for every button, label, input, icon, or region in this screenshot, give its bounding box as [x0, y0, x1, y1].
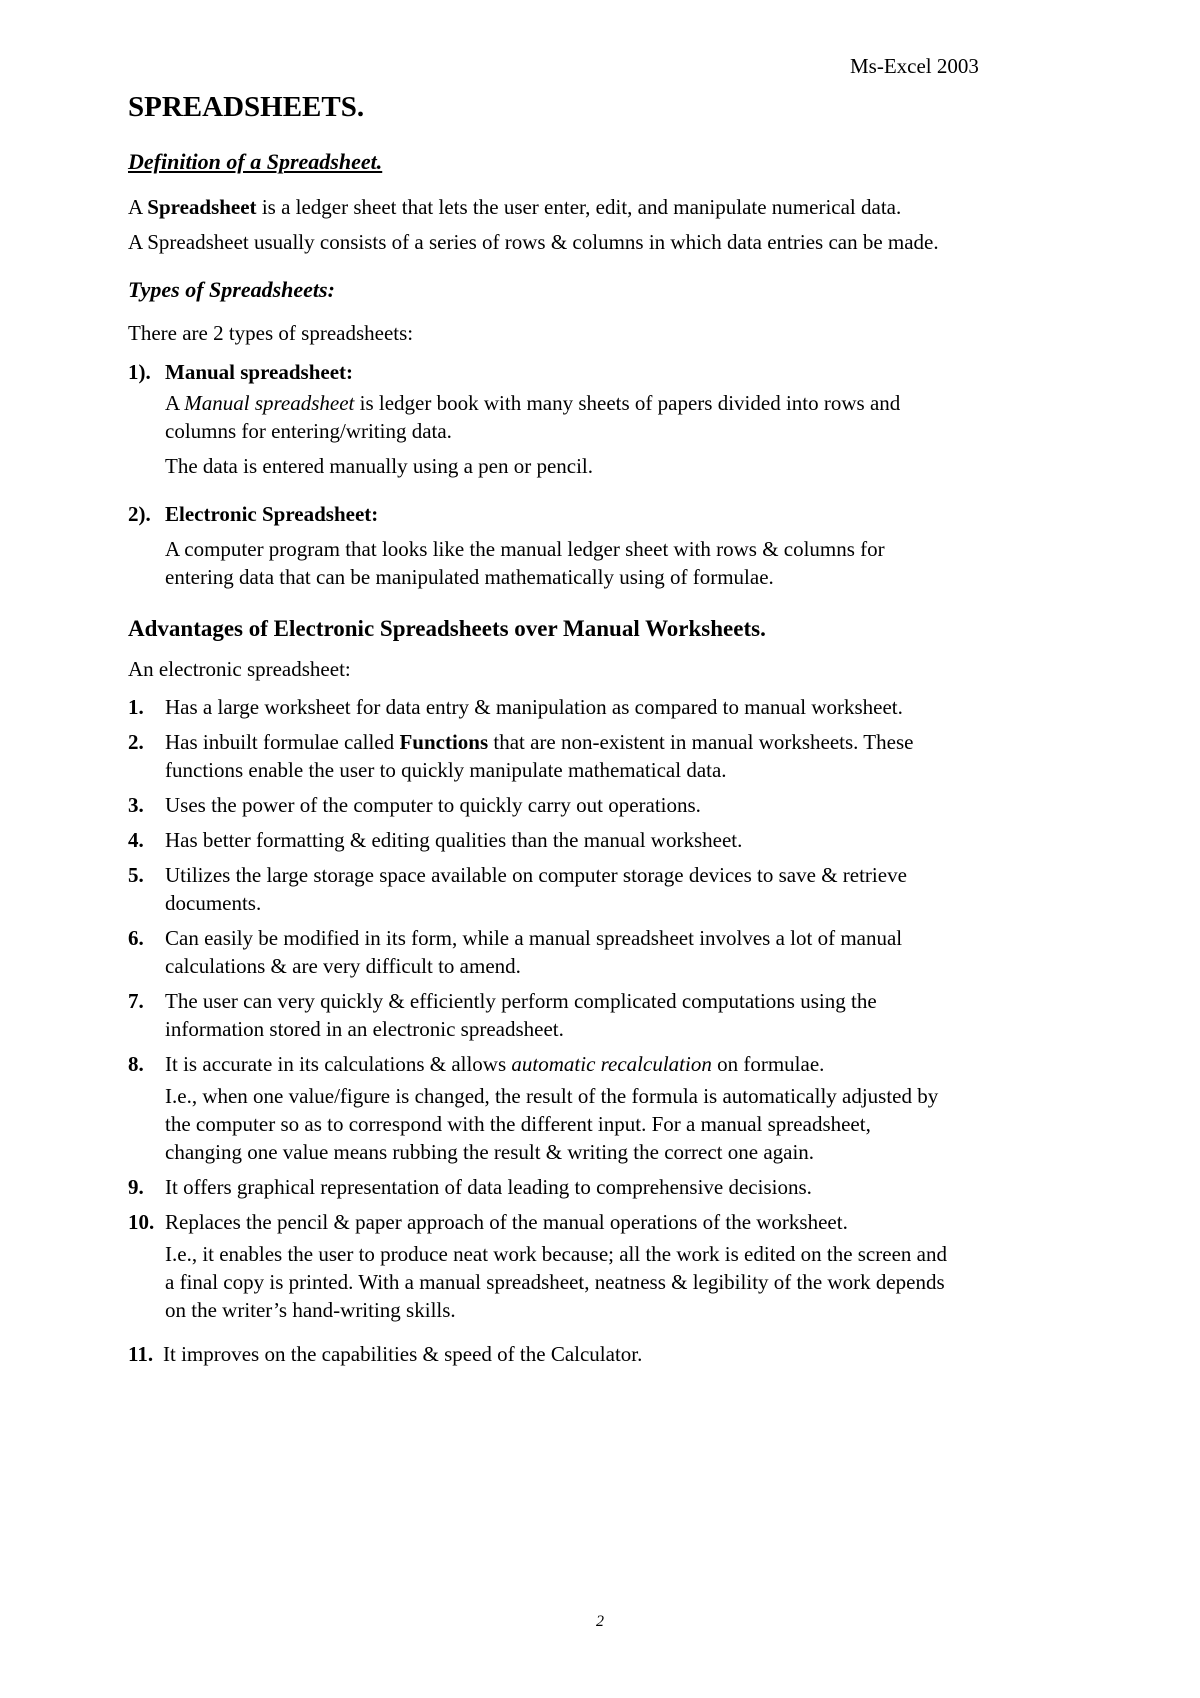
advantage-number-4: 4. — [128, 828, 144, 852]
advantage-2-post: that are non-existent in manual worksheets. These — [488, 730, 914, 754]
page-number: 2 — [596, 1613, 604, 1630]
advantage-number-9: 9. — [128, 1175, 144, 1199]
advantages-intro: An electronic spreadsheet: — [128, 657, 351, 681]
advantage-8-line-4: changing one value means rubbing the result & writing the correct one again. — [165, 1140, 815, 1164]
electronic-line-1: A computer program that looks like the manual ledger sheet with rows & columns for — [165, 537, 885, 561]
definition-p1-post: is a ledger sheet that lets the user enter, edit, and manipulate numerical data. — [256, 195, 902, 219]
manual-title: Manual spreadsheet: — [165, 360, 354, 384]
advantage-8-line-3: the computer so as to correspond with the different input. For a manual spreadsheet, — [165, 1112, 871, 1136]
manual-l1-pre: A — [165, 391, 185, 415]
manual-line-2: columns for entering/writing data. — [165, 419, 452, 443]
types-heading: Types of Spreadsheets: — [128, 277, 335, 302]
advantage-10-line-2: I.e., it enables the user to produce neat work because; all the work is edited on the screen and — [165, 1242, 947, 1266]
advantage-5-line-1: Utilizes the large storage space available on computer storage devices to save & retrieve — [165, 863, 907, 887]
advantage-1-line-1: Has a large worksheet for data entry & manipulation as compared to manual worksheet. — [165, 695, 903, 719]
manual-l1-post: is ledger book with many sheets of papers divided into rows and — [354, 391, 901, 415]
advantage-10-line-1: Replaces the pencil & paper approach of the manual operations of the worksheet. — [165, 1210, 848, 1234]
advantage-number-6: 6. — [128, 926, 144, 950]
advantage-2-pre: Has inbuilt formulae called — [165, 730, 400, 754]
advantage-11-line-1: It improves on the capabilities & speed of the Calculator. — [163, 1342, 643, 1366]
advantage-8-line-1 — [165, 1050, 824, 1078]
electronic-number: 2). — [128, 502, 151, 526]
advantage-10-line-4: on the writer’s hand-writing skills. — [165, 1298, 456, 1322]
advantage-8-pre: It is accurate in its calculations & allows — [165, 1052, 512, 1076]
advantage-8-post: on formulae. — [711, 1052, 825, 1076]
advantage-4-line-1: Has better formatting & editing qualities than the manual worksheet. — [165, 828, 743, 852]
advantage-number-5: 5. — [128, 863, 144, 887]
advantage-8-term: automatic recalculation — [511, 1052, 712, 1076]
manual-number: 1). — [128, 360, 151, 384]
definition-p1-pre: A — [128, 195, 148, 219]
advantage-7-line-1: The user can very quickly & efficiently perform complicated computations using the — [165, 989, 877, 1013]
header-running-title: Ms-Excel 2003 — [850, 54, 979, 78]
advantage-2-line-1 — [165, 728, 913, 756]
advantage-7-line-2: information stored in an electronic spreadsheet. — [165, 1017, 564, 1041]
advantage-2-line-2: functions enable the user to quickly manipulate mathematical data. — [165, 758, 727, 782]
page-title: SPREADSHEETS. — [128, 91, 365, 123]
manual-line-3: The data is entered manually using a pen or pencil. — [165, 454, 594, 478]
definition-paragraph-2: A Spreadsheet usually consists of a series of rows & columns in which data entries can be made. — [128, 230, 939, 254]
advantage-9-line-1: It offers graphical representation of data leading to comprehensive decisions. — [165, 1175, 812, 1199]
definition-heading: Definition of a Spreadsheet. — [128, 149, 383, 174]
advantage-6-line-1: Can easily be modified in its form, while a manual spreadsheet involves a lot of manual — [165, 926, 903, 950]
advantage-5-line-2: documents. — [165, 891, 262, 915]
advantage-number-1: 1. — [128, 695, 144, 719]
advantage-number-8: 8. — [128, 1052, 144, 1076]
advantage-10-line-3: a final copy is printed. With a manual spreadsheet, neatness & legibility of the work depends — [165, 1270, 945, 1294]
definition-paragraph-1 — [128, 193, 901, 221]
advantage-2-term: Functions — [399, 730, 489, 754]
advantage-number-11: 11. — [128, 1342, 154, 1366]
definition-p1-term: Spreadsheet — [147, 195, 257, 219]
electronic-line-2: entering data that can be manipulated mathematically using of formulae. — [165, 565, 774, 589]
advantage-3-line-1: Uses the power of the computer to quickly carry out operations. — [165, 793, 701, 817]
manual-l1-term: Manual spreadsheet — [184, 391, 355, 415]
advantage-number-10: 10. — [128, 1210, 155, 1234]
advantage-number-3: 3. — [128, 793, 144, 817]
advantage-number-2: 2. — [128, 730, 144, 754]
manual-line-1 — [165, 389, 900, 417]
electronic-title: Electronic Spreadsheet: — [165, 502, 379, 526]
types-intro: There are 2 types of spreadsheets: — [128, 321, 414, 345]
advantage-8-line-2: I.e., when one value/figure is changed, the result of the formula is automatically adjusted by — [165, 1084, 939, 1108]
advantages-heading: Advantages of Electronic Spreadsheets over Manual Worksheets. — [128, 616, 766, 641]
advantage-number-7: 7. — [128, 989, 144, 1013]
advantage-6-line-2: calculations & are very difficult to amend. — [165, 954, 521, 978]
